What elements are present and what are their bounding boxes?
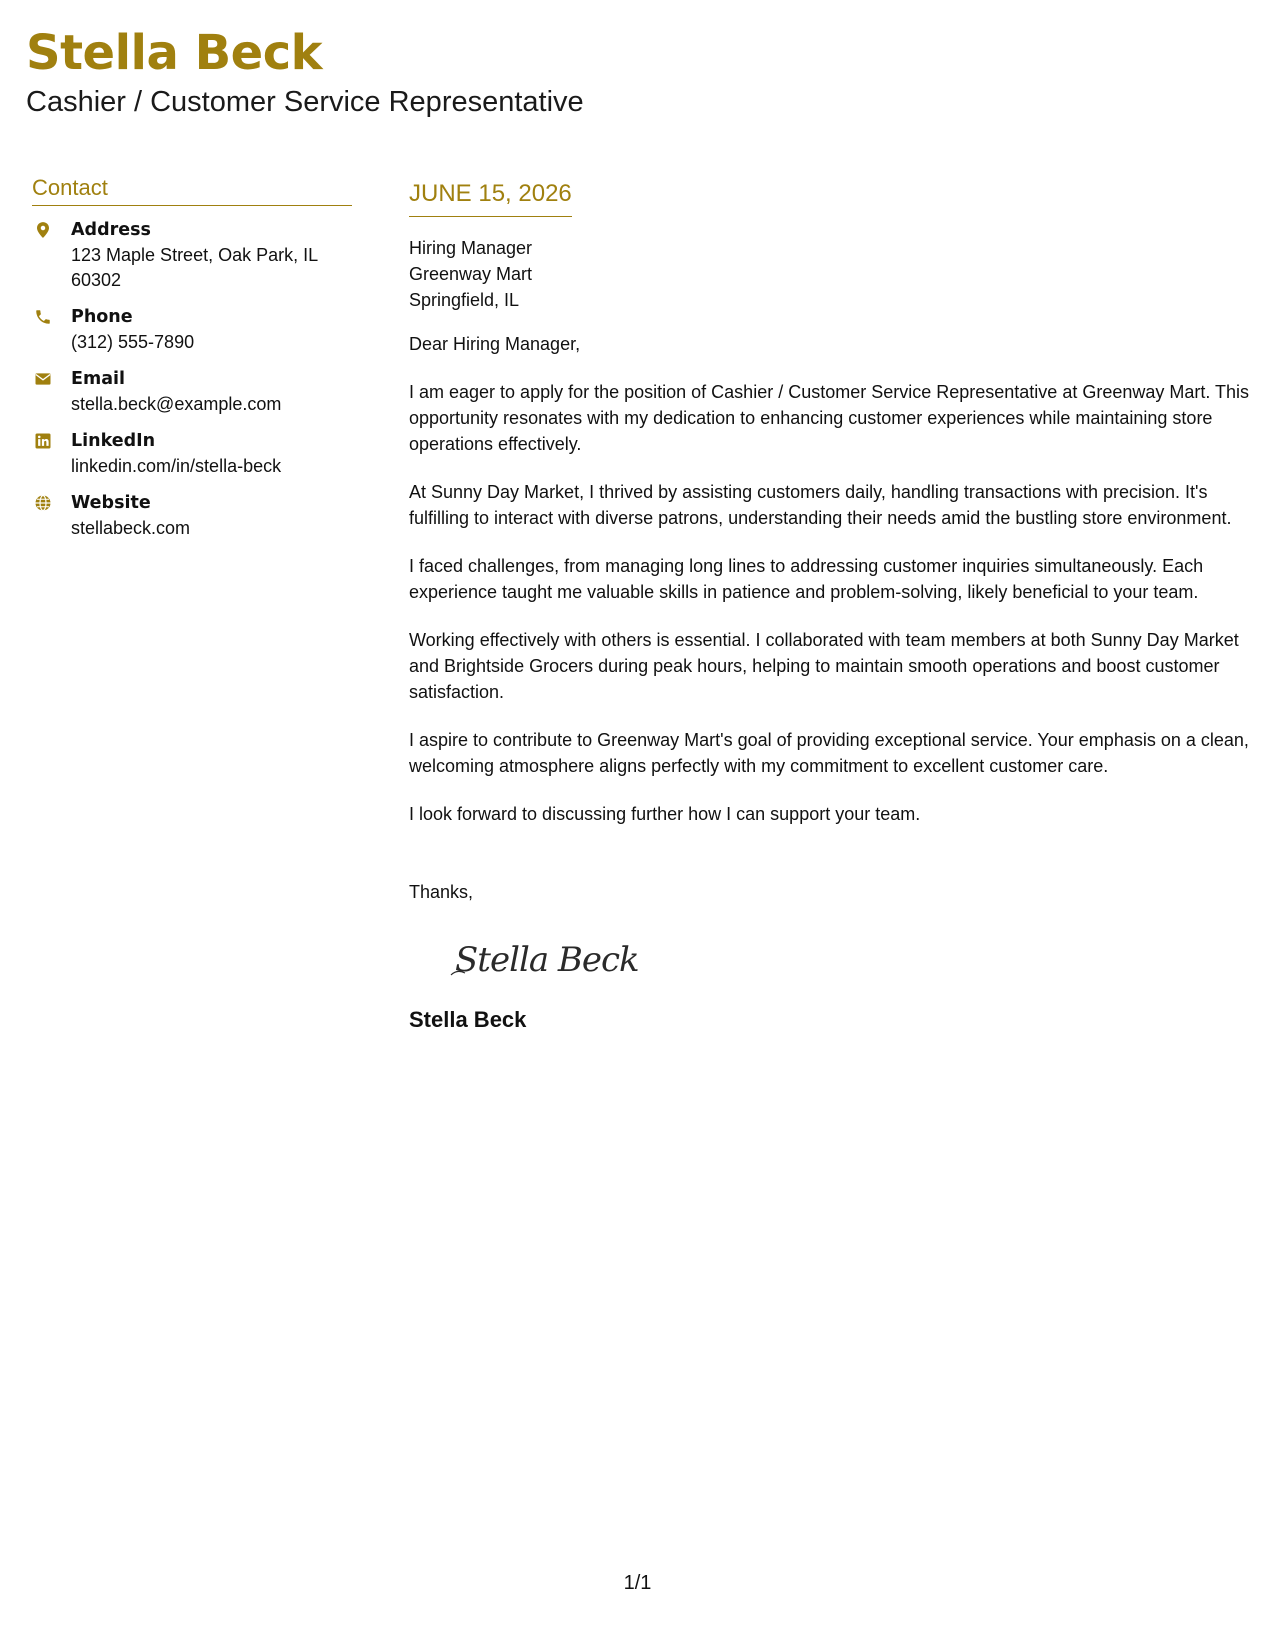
recipient-line: Greenway Mart [409,264,533,284]
signed-name: Stella Beck [409,1007,527,1032]
phone-icon [34,308,52,326]
contact-label: Website [71,493,151,513]
letter-date: JUNE 15, 2026 [409,178,572,217]
signature-image [449,931,649,987]
letter-paragraph: I faced challenges, from managing long lines to addressing customer inquiries simultaneously. Each experience taught me valuable skills in patience and problem-solving, likely beneficial to your team. [409,556,1204,602]
contact-linkedin [32,429,352,479]
contact-sidebar [32,174,352,553]
contact-website [32,491,352,541]
contact-phone [32,305,352,355]
job-title: Cashier / Customer Service Representative [26,86,584,118]
map-pin-icon [34,221,52,239]
linkedin-value[interactable]: linkedin.com/in/stella-beck [71,456,282,476]
letter-body [409,178,1255,1035]
contact-label: Address [71,220,151,240]
website-value[interactable]: stellabeck.com [71,518,191,538]
applicant-name: Stella Beck [26,25,323,81]
globe-icon [34,494,52,512]
page-number: 1/1 [623,1572,652,1594]
phone-value[interactable]: (312) 555-7890 [71,332,195,352]
linkedin-icon [34,432,52,450]
letter-paragraph: At Sunny Day Market, I thrived by assisting customers daily, handling transactions with precision. It's fulfilling to interact with diverse patrons, understanding their needs amid the bustling store environment. [409,482,1232,528]
contact-heading: Contact [32,174,352,206]
contact-label: LinkedIn [71,431,156,451]
contact-address [32,218,352,293]
contact-email [32,367,352,417]
recipient-block [409,235,1255,313]
handwritten-signature [449,931,1255,987]
email-value[interactable]: stella.beck@example.com [71,394,282,414]
letter-paragraph: I look forward to discussing further how I can support your team. [409,804,921,824]
recipient-line: Hiring Manager [409,238,533,258]
letter-paragraph: I aspire to contribute to Greenway Mart's goal of providing exceptional service. Your emphasis on a clean, welcoming atmosphere aligns perfectly with my commitment to excellent customer care. [409,730,1249,776]
salutation: Dear Hiring Manager, [409,334,581,354]
closing: Thanks, [409,882,474,902]
letter-paragraph: Working effectively with others is essential. I collaborated with team members at both Sunny Day Market and Brightside Grocers during peak hours, helping to maintain smooth operations and boost customer satisfaction. [409,630,1239,702]
contact-label: Email [71,369,125,389]
svg-text:Stella Beck: Stella Beck [455,940,639,980]
contact-label: Phone [71,307,133,327]
recipient-line: Springfield, IL [409,290,520,310]
letter-paragraph: I am eager to apply for the position of Cashier / Customer Service Representative at Greenway Mart. This opportunity resonates with my dedication to enhancing customer experiences while maintaining store operations effectively. [409,382,1250,454]
envelope-icon [34,370,52,388]
address-value: 123 Maple Street, Oak Park, IL 60302 [71,245,318,290]
